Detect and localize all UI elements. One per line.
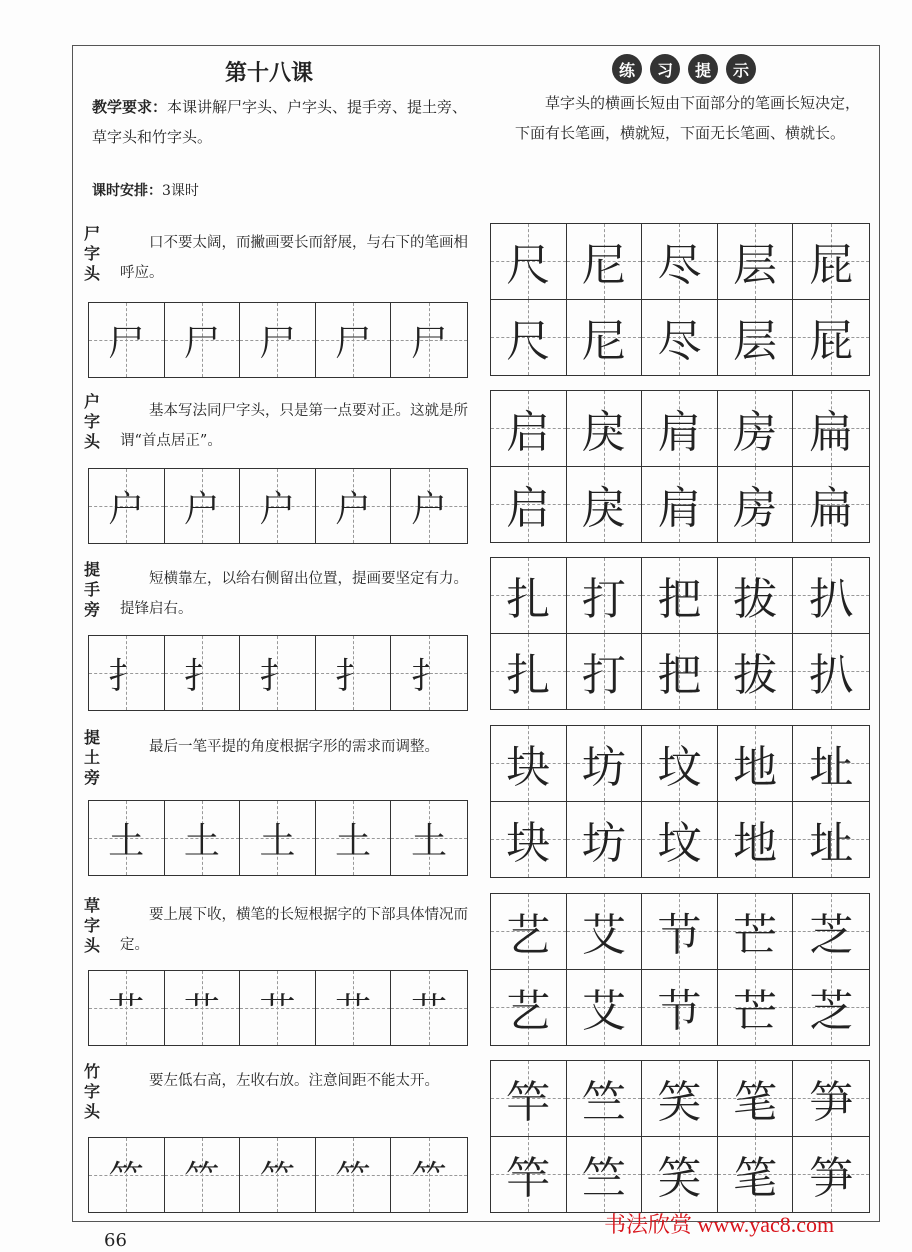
character-practice-grid <box>490 1060 870 1213</box>
character-practice-grid <box>490 390 870 543</box>
practice-cell <box>567 1061 643 1137</box>
teaching-requirement <box>92 92 472 152</box>
character-practice-grid <box>490 725 870 878</box>
radical-glyph: ⺮ <box>335 1157 372 1199</box>
radical-glyph: 土 <box>183 820 220 862</box>
example-character: 启 <box>506 407 551 459</box>
example-character: 坊 <box>581 742 626 794</box>
practice-cell <box>567 634 643 710</box>
practice-cell <box>165 469 241 543</box>
practice-cell <box>718 726 794 802</box>
practice-cell <box>165 303 241 377</box>
radical-glyph: 户 <box>108 488 145 530</box>
radical-glyph: 户 <box>183 488 220 530</box>
practice-cell <box>491 558 567 634</box>
practice-cell <box>793 802 869 878</box>
practice-cell <box>718 224 794 300</box>
practice-cell <box>642 558 718 634</box>
example-character: 扒 <box>809 574 854 626</box>
radical-glyph: 艹 <box>411 990 448 1032</box>
radical-glyph: 土 <box>259 820 296 862</box>
tip-badge: 习 <box>650 54 680 84</box>
radical-glyph: ⺮ <box>259 1157 296 1199</box>
practice-cell <box>240 801 316 875</box>
radical-glyph: 扌 <box>335 655 372 697</box>
example-character: 拔 <box>733 574 778 626</box>
example-character: 把 <box>657 650 702 702</box>
radical-practice-grid <box>88 635 468 711</box>
radical-glyph: ⺮ <box>108 1157 145 1199</box>
practice-cell <box>567 1137 643 1213</box>
example-character: 拔 <box>733 650 778 702</box>
practice-cell <box>642 634 718 710</box>
practice-cell <box>567 802 643 878</box>
practice-cell <box>491 1137 567 1213</box>
section-label: 竹字头 <box>84 1062 101 1121</box>
practice-cell <box>793 467 869 543</box>
practice-cell <box>567 391 643 467</box>
example-character: 尺 <box>506 316 551 368</box>
practice-cell <box>718 467 794 543</box>
radical-glyph: 尸 <box>259 322 296 364</box>
example-character: 笑 <box>657 1077 702 1129</box>
practice-cell <box>316 801 392 875</box>
example-character: 打 <box>581 650 626 702</box>
example-character: 房 <box>733 483 778 535</box>
practice-cell <box>391 1138 467 1212</box>
radical-practice-grid <box>88 468 468 544</box>
example-character: 竿 <box>506 1153 551 1205</box>
example-character: 启 <box>506 483 551 535</box>
radical-glyph: 尸 <box>335 322 372 364</box>
example-character: 块 <box>506 742 551 794</box>
practice-cell <box>391 303 467 377</box>
lesson-title: 第十八课 <box>225 61 314 86</box>
practice-cell <box>89 303 165 377</box>
example-character: 打 <box>581 574 626 626</box>
practice-cell <box>718 558 794 634</box>
practice-cell <box>642 1137 718 1213</box>
example-character: 扁 <box>809 483 854 535</box>
practice-cell <box>718 1137 794 1213</box>
practice-cell <box>793 300 869 376</box>
example-character: 尼 <box>581 240 626 292</box>
practice-cell <box>642 1061 718 1137</box>
example-character: 笋 <box>809 1077 854 1129</box>
example-character: 扎 <box>506 574 551 626</box>
practice-cell <box>491 224 567 300</box>
practice-cell <box>718 1061 794 1137</box>
schedule-label: 课时安排： <box>92 183 162 199</box>
page-number: 66 <box>104 1230 127 1251</box>
practice-cell <box>567 894 643 970</box>
example-character: 节 <box>657 986 702 1038</box>
practice-cell <box>491 467 567 543</box>
radical-glyph: 尸 <box>183 322 220 364</box>
section-label: 提土旁 <box>84 728 101 787</box>
practice-cell <box>391 801 467 875</box>
practice-cell <box>793 224 869 300</box>
example-character: 笋 <box>809 1153 854 1205</box>
schedule <box>92 180 199 200</box>
practice-cell <box>793 894 869 970</box>
practice-cell <box>491 802 567 878</box>
tip-badge: 示 <box>726 54 756 84</box>
radical-glyph: 艹 <box>108 990 145 1032</box>
practice-cell <box>793 970 869 1046</box>
example-character: 竺 <box>581 1153 626 1205</box>
example-character: 把 <box>657 574 702 626</box>
example-character: 芒 <box>733 986 778 1038</box>
radical-practice-grid <box>88 1137 468 1213</box>
practice-cell <box>718 391 794 467</box>
example-character: 尺 <box>506 240 551 292</box>
practice-cell <box>718 634 794 710</box>
practice-cell <box>316 636 392 710</box>
example-character: 笔 <box>733 1077 778 1129</box>
practice-cell <box>316 469 392 543</box>
practice-cell <box>165 971 241 1045</box>
section-label: 尸字头 <box>84 224 101 283</box>
example-character: 戾 <box>581 407 626 459</box>
practice-cell <box>642 894 718 970</box>
practice-cell <box>89 971 165 1045</box>
example-character: 竺 <box>581 1077 626 1129</box>
section-description: 最后一笔平提的角度根据字形的需求而调整。 <box>149 739 439 755</box>
radical-glyph: ⺮ <box>183 1157 220 1199</box>
radical-glyph: 艹 <box>335 990 372 1032</box>
practice-cell <box>793 391 869 467</box>
practice-cell <box>391 971 467 1045</box>
example-character: 戾 <box>581 483 626 535</box>
example-character: 坟 <box>657 742 702 794</box>
section-description: 要上展下收，横笔的长短根据字的下部具体情况而定。 <box>120 907 468 953</box>
example-character: 芒 <box>733 910 778 962</box>
example-character: 笔 <box>733 1153 778 1205</box>
radical-glyph: 扌 <box>108 655 145 697</box>
practice-cell <box>718 300 794 376</box>
practice-tips-badges <box>612 54 756 84</box>
character-practice-grid <box>490 893 870 1046</box>
practice-cell <box>491 300 567 376</box>
section-description: 口不要太阔，而撇画要长而舒展，与右下的笔画相呼应。 <box>120 235 468 281</box>
practice-cell <box>240 469 316 543</box>
practice-cell <box>567 467 643 543</box>
example-character: 屁 <box>809 316 854 368</box>
practice-cell <box>240 303 316 377</box>
example-character: 扒 <box>809 650 854 702</box>
practice-cell <box>642 224 718 300</box>
radical-glyph: 户 <box>411 488 448 530</box>
example-character: 址 <box>809 818 854 870</box>
radical-glyph: 艹 <box>183 990 220 1032</box>
radical-glyph: ⺮ <box>411 1157 448 1199</box>
tip-badge: 提 <box>688 54 718 84</box>
example-character: 地 <box>733 742 778 794</box>
example-character: 坊 <box>581 818 626 870</box>
practice-cell <box>89 1138 165 1212</box>
practice-cell <box>642 467 718 543</box>
section-label: 提手旁 <box>84 560 101 619</box>
practice-cell <box>491 726 567 802</box>
example-character: 艾 <box>581 986 626 1038</box>
practice-cell <box>718 894 794 970</box>
example-character: 坟 <box>657 818 702 870</box>
example-character: 芝 <box>809 986 854 1038</box>
radical-glyph: 户 <box>335 488 372 530</box>
example-character: 艺 <box>506 910 551 962</box>
practice-cell <box>793 1137 869 1213</box>
practice-cell <box>165 1138 241 1212</box>
practice-cell <box>642 726 718 802</box>
example-character: 肩 <box>657 483 702 535</box>
character-practice-grid <box>490 557 870 710</box>
example-character: 尼 <box>581 316 626 368</box>
example-character: 地 <box>733 818 778 870</box>
practice-cell <box>642 391 718 467</box>
schedule-text: 3课时 <box>162 183 199 199</box>
practice-cell <box>165 636 241 710</box>
example-character: 层 <box>733 240 778 292</box>
practice-cell <box>793 634 869 710</box>
radical-glyph: 扌 <box>259 655 296 697</box>
practice-cell <box>567 300 643 376</box>
radical-glyph: 土 <box>108 820 145 862</box>
radical-glyph: 尸 <box>411 322 448 364</box>
example-character: 房 <box>733 407 778 459</box>
practice-cell <box>491 894 567 970</box>
requirement-text: 本课讲解尸字头、户字头、提手旁、提土旁、草字头和竹字头。 <box>92 98 468 146</box>
section-description: 短横靠左，以给右侧留出位置，提画要坚定有力。提锋启右。 <box>120 571 468 617</box>
section-label: 户字头 <box>84 392 101 451</box>
example-character: 肩 <box>657 407 702 459</box>
example-character: 屁 <box>809 240 854 292</box>
practice-cell <box>567 726 643 802</box>
example-character: 块 <box>506 818 551 870</box>
example-character: 尽 <box>657 240 702 292</box>
tip-badge: 练 <box>612 54 642 84</box>
practice-cell <box>793 558 869 634</box>
radical-practice-grid <box>88 970 468 1046</box>
practice-cell <box>793 1061 869 1137</box>
practice-cell <box>491 391 567 467</box>
practice-cell <box>567 970 643 1046</box>
example-character: 芝 <box>809 910 854 962</box>
radical-glyph: 户 <box>259 488 296 530</box>
practice-cell <box>491 1061 567 1137</box>
section-description: 要左低右高，左收右放。注意间距不能太开。 <box>149 1073 439 1089</box>
radical-glyph: 土 <box>411 820 448 862</box>
practice-cell <box>491 970 567 1046</box>
practice-tips-text: 草字头的横画长短由下面部分的笔画长短决定，下面有长笔画，横就短，下面无长笔画、横就长。 <box>515 94 861 142</box>
practice-cell <box>567 558 643 634</box>
practice-cell <box>567 224 643 300</box>
radical-glyph: 扌 <box>411 655 448 697</box>
example-character: 扎 <box>506 650 551 702</box>
practice-cell <box>165 801 241 875</box>
example-character: 艺 <box>506 986 551 1038</box>
example-character: 扁 <box>809 407 854 459</box>
practice-cell <box>491 634 567 710</box>
practice-cell <box>793 726 869 802</box>
practice-cell <box>391 636 467 710</box>
radical-practice-grid <box>88 800 468 876</box>
practice-cell <box>316 971 392 1045</box>
example-character: 艾 <box>581 910 626 962</box>
radical-glyph: 艹 <box>259 990 296 1032</box>
practice-cell <box>718 970 794 1046</box>
practice-cell <box>89 469 165 543</box>
practice-cell <box>391 469 467 543</box>
character-practice-grid <box>490 223 870 376</box>
example-character: 址 <box>809 742 854 794</box>
radical-glyph: 尸 <box>108 322 145 364</box>
example-character: 笑 <box>657 1153 702 1205</box>
practice-cell <box>240 636 316 710</box>
requirement-label: 教学要求： <box>92 98 168 116</box>
radical-glyph: 扌 <box>183 655 220 697</box>
practice-cell <box>89 636 165 710</box>
example-character: 层 <box>733 316 778 368</box>
example-character: 尽 <box>657 316 702 368</box>
example-character: 竿 <box>506 1077 551 1129</box>
radical-practice-grid <box>88 302 468 378</box>
practice-cell <box>316 1138 392 1212</box>
section-label: 草字头 <box>84 896 101 955</box>
practice-cell <box>718 802 794 878</box>
practice-cell <box>89 801 165 875</box>
practice-cell <box>240 1138 316 1212</box>
practice-cell <box>642 300 718 376</box>
watermark: 书法欣赏 www.yac8.com <box>604 1212 835 1237</box>
practice-cell <box>316 303 392 377</box>
radical-glyph: 土 <box>335 820 372 862</box>
practice-cell <box>642 970 718 1046</box>
section-description: 基本写法同尸字头，只是第一点要对正。这就是所谓“首点居正”。 <box>120 403 468 449</box>
example-character: 节 <box>657 910 702 962</box>
practice-cell <box>240 971 316 1045</box>
practice-cell <box>642 802 718 878</box>
